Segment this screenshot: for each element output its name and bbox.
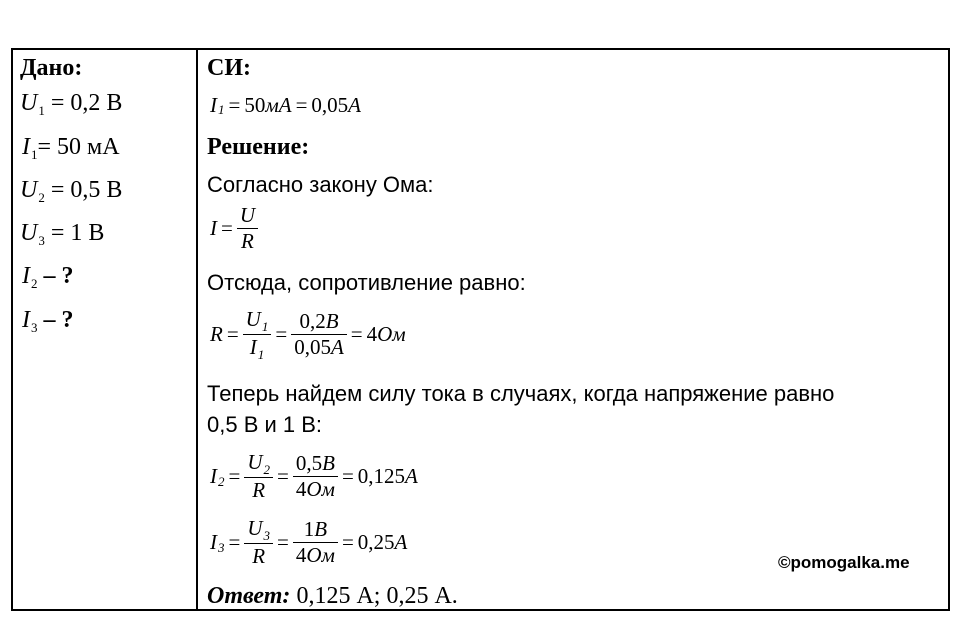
si-subscript: 1 [218, 102, 225, 117]
fraction [244, 450, 273, 503]
fraction-numerator: 1В [293, 517, 338, 543]
fraction [293, 517, 338, 568]
formula-lhs-subscript: 2 [218, 473, 225, 489]
fraction [243, 307, 272, 362]
result-unit: Ом [377, 322, 406, 346]
equals-sign: = [226, 322, 239, 346]
equals-sign: = [341, 464, 354, 488]
equals-sign: = [221, 216, 233, 240]
given-question: – ? [37, 307, 74, 333]
fraction [293, 451, 338, 502]
given-value: = 0,2 В [44, 90, 123, 116]
fraction-numerator: U [237, 203, 258, 229]
given-subscript: 3 [38, 233, 45, 248]
given-subscript: 1 [31, 147, 38, 162]
equals-sign: = [228, 92, 241, 117]
ohm-law-text: Согласно закону Ома: [207, 172, 434, 197]
equals-sign: = [277, 464, 289, 488]
given-symbol: I [22, 307, 30, 333]
answer-label: Ответ: [207, 583, 291, 609]
si-value: 50 [244, 92, 266, 117]
fraction [244, 516, 273, 569]
fraction-numerator: $U_1$ [243, 307, 272, 335]
answer-line [207, 583, 458, 610]
given-subscript: 2 [38, 190, 45, 205]
si-unit: А [348, 92, 361, 117]
formula-lhs: I [210, 530, 217, 554]
fraction-denominator: 4Ом [295, 543, 335, 567]
given-heading: Дано: [20, 55, 83, 81]
given-i1 [22, 134, 120, 161]
fraction-denominator: 0,05А [294, 335, 344, 359]
given-subscript: 2 [31, 276, 38, 291]
given-symbol: U [20, 177, 38, 203]
si-conversion [210, 90, 361, 120]
given-u2 [20, 177, 122, 204]
result-unit: А [394, 530, 408, 554]
watermark: ©pomogalka.me [778, 553, 910, 572]
equals-sign: = [275, 322, 288, 346]
fraction-denominator: R [252, 478, 266, 502]
given-symbol: I [22, 134, 30, 160]
fraction-numerator: $U_3$ [244, 516, 273, 544]
equals-sign: = [295, 92, 308, 117]
given-symbol: I [22, 263, 30, 289]
fraction [237, 203, 258, 254]
fraction-numerator: $U_2$ [244, 450, 273, 478]
equals-sign: = [228, 464, 241, 488]
answer-value: 0,125 А; 0,25 А. [290, 583, 458, 609]
si-unit: мА [265, 92, 292, 117]
formula-lhs: R [210, 322, 223, 346]
given-value: = 0,5 В [44, 177, 123, 203]
given-u3 [20, 220, 104, 247]
ohm-law-formula [210, 203, 258, 254]
fraction-denominator: R [252, 544, 266, 568]
formula-lhs: I [210, 464, 217, 488]
si-symbol: I [210, 92, 217, 117]
given-subscript: 3 [31, 320, 38, 335]
result-value: 0,125 [357, 464, 406, 488]
given-symbol: U [20, 220, 38, 246]
given-value: = 50 мА [37, 134, 120, 160]
fraction-denominator: $I_1$ [249, 335, 265, 362]
solution-table [11, 48, 950, 611]
i2-formula [210, 450, 418, 503]
resistance-text: Отсюда, сопротивление равно: [207, 270, 526, 295]
given-value: = 1 В [44, 220, 105, 246]
equals-sign: = [228, 530, 241, 554]
fraction [291, 309, 347, 360]
result-unit: А [405, 464, 418, 488]
given-i3-unknown [22, 307, 74, 334]
solution-heading: Решение: [207, 134, 310, 160]
i3-formula [210, 516, 407, 569]
current-text-line-2: 0,5 В и 1 В: [207, 412, 323, 437]
result-value: 0,25 [357, 530, 395, 554]
si-value: 0,05 [311, 92, 349, 117]
given-u1 [20, 90, 122, 117]
result-value: 4 [366, 322, 378, 346]
current-text-line-1: Теперь найдем силу тока в случаях, когда напряжение равно [207, 381, 835, 406]
given-question: – ? [37, 263, 74, 289]
fraction-denominator: 4Ом [295, 477, 335, 501]
given-subscript: 1 [38, 103, 45, 118]
given-i2-unknown [22, 263, 74, 290]
column-divider [196, 48, 198, 611]
equals-sign: = [350, 322, 363, 346]
equals-sign: = [341, 530, 354, 554]
formula-lhs: I [210, 216, 217, 240]
si-heading: СИ: [207, 55, 251, 81]
fraction-denominator: R [241, 229, 254, 253]
fraction-numerator: 0,5В [293, 451, 338, 477]
equals-sign: = [277, 530, 289, 554]
formula-lhs-subscript: 3 [218, 539, 225, 555]
given-symbol: U [20, 90, 38, 116]
fraction-numerator: 0,2В [291, 309, 347, 335]
resistance-formula [210, 307, 406, 362]
